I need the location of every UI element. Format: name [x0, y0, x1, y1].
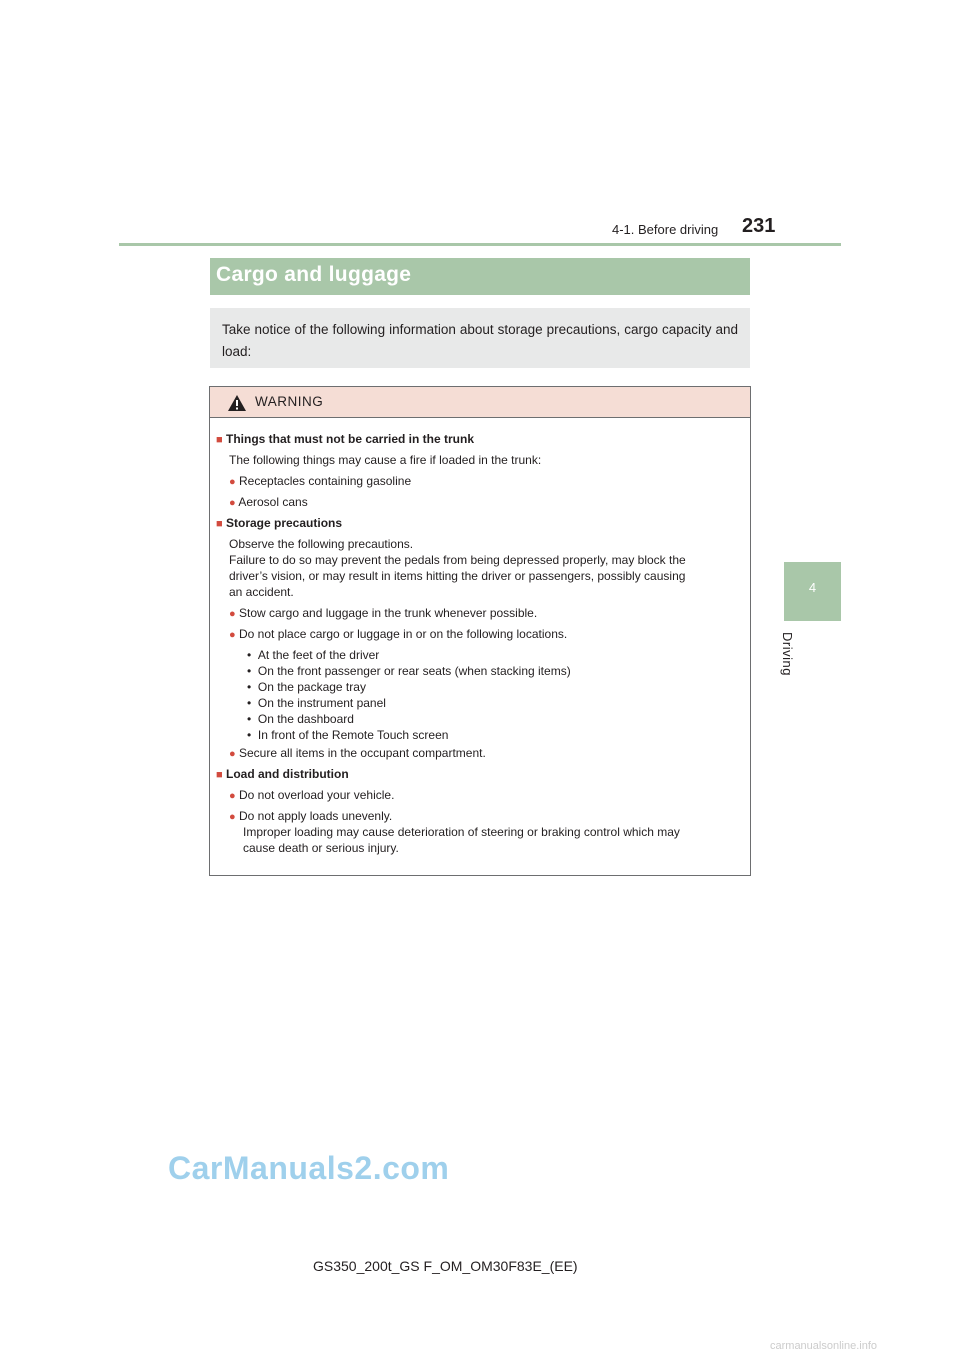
document-code: GS350_200t_GS F_OM_OM30F83E_(EE): [313, 1258, 578, 1274]
paragraph-line: driver’s vision, or may result in items hitting the driver or passengers, possibly causing: [229, 569, 686, 583]
dot-bullet-icon: ●: [229, 476, 236, 488]
warning-header: [210, 387, 750, 418]
dot-bullet-icon: ●: [229, 629, 236, 641]
page-title: Cargo and luggage: [216, 263, 412, 286]
list-item: [229, 494, 308, 511]
chapter-number: 4: [808, 580, 817, 595]
paragraph-line: Improper loading may cause deterioration of steering or braking control which may: [243, 825, 680, 839]
sub-list-item: • On the package tray: [247, 680, 366, 694]
list-item: [229, 745, 486, 762]
list-item-text: Do not apply loads unevenly.: [239, 809, 393, 823]
warning-section-heading: [216, 515, 342, 532]
list-item-text: Aerosol cans: [238, 495, 308, 509]
intro-text: Take notice of the following information about storage precautions, cargo capacity and load:: [222, 322, 738, 359]
dot-bullet-icon: ●: [229, 811, 236, 823]
list-item: [229, 808, 392, 825]
heading-storage-precautions: Storage precautions: [226, 516, 343, 530]
watermark-logo: CarManuals2.com: [168, 1150, 450, 1186]
heading-load-distribution: Load and distribution: [226, 767, 349, 781]
list-item: [229, 605, 537, 622]
sub-list-item-text: On the dashboard: [257, 712, 354, 726]
paragraph-line: an accident.: [229, 585, 294, 599]
sub-list-item: • On the instrument panel: [247, 696, 386, 710]
square-bullet-icon: ■: [216, 518, 223, 530]
sub-list-item-text: On the instrument panel: [257, 696, 386, 710]
heading-things-not-carried: Things that must not be carried in the trunk: [226, 432, 475, 446]
paragraph-line: Observe the following precautions.: [229, 537, 414, 551]
sub-list-item: • On the dashboard: [247, 712, 354, 726]
sub-list-item: • At the feet of the driver: [247, 648, 380, 662]
paragraph-line: Failure to do so may prevent the pedals from being depressed properly, may block the: [229, 553, 686, 567]
list-item-text: Secure all items in the occupant compartment.: [239, 746, 486, 760]
header-divider: [119, 243, 841, 246]
paragraph: The following things may cause a fire if loaded in the trunk:: [229, 453, 542, 467]
sub-list-item-text: At the feet of the driver: [257, 648, 380, 662]
page-number: 231: [742, 215, 776, 237]
sub-list-item-text: On the front passenger or rear seats (when stacking items): [257, 664, 571, 678]
dot-bullet-icon: ●: [229, 497, 236, 509]
sub-list-item: • In front of the Remote Touch screen: [247, 728, 449, 742]
list-item-text: Stow cargo and luggage in the trunk whenever possible.: [239, 606, 538, 620]
dot-bullet-icon: ●: [229, 748, 236, 760]
dot-bullet-icon: ●: [229, 790, 236, 802]
sub-list-item-text: In front of the Remote Touch screen: [257, 728, 449, 742]
list-item-text: Do not overload your vehicle.: [239, 788, 395, 802]
list-item-text: Receptacles containing gasoline: [239, 474, 412, 488]
sub-list-item-text: On the package tray: [257, 680, 366, 694]
warning-label: WARNING: [255, 394, 324, 409]
warning-section-heading: [216, 766, 349, 783]
section-title: 4-1. Before driving: [612, 222, 719, 237]
chapter-label: Driving: [780, 632, 795, 676]
paragraph-line: cause death or serious injury.: [243, 841, 399, 855]
square-bullet-icon: ■: [216, 769, 223, 781]
dot-bullet-icon: ●: [229, 608, 236, 620]
list-item: [229, 626, 567, 643]
list-item: [229, 787, 394, 804]
warning-triangle-icon: [227, 394, 247, 412]
list-item-text: Do not place cargo or luggage in or on the following locations.: [239, 627, 568, 641]
chapter-tab: [784, 562, 841, 621]
warning-box: [209, 386, 751, 876]
intro-box: [210, 308, 750, 368]
square-bullet-icon: ■: [216, 434, 223, 446]
sub-list-item: • On the front passenger or rear seats (when stacking items): [247, 664, 571, 678]
site-watermark: carmanualsonline.info: [770, 1340, 878, 1352]
list-item: [229, 473, 411, 490]
page-title-bar: [210, 258, 750, 295]
warning-section-heading: [216, 431, 474, 448]
